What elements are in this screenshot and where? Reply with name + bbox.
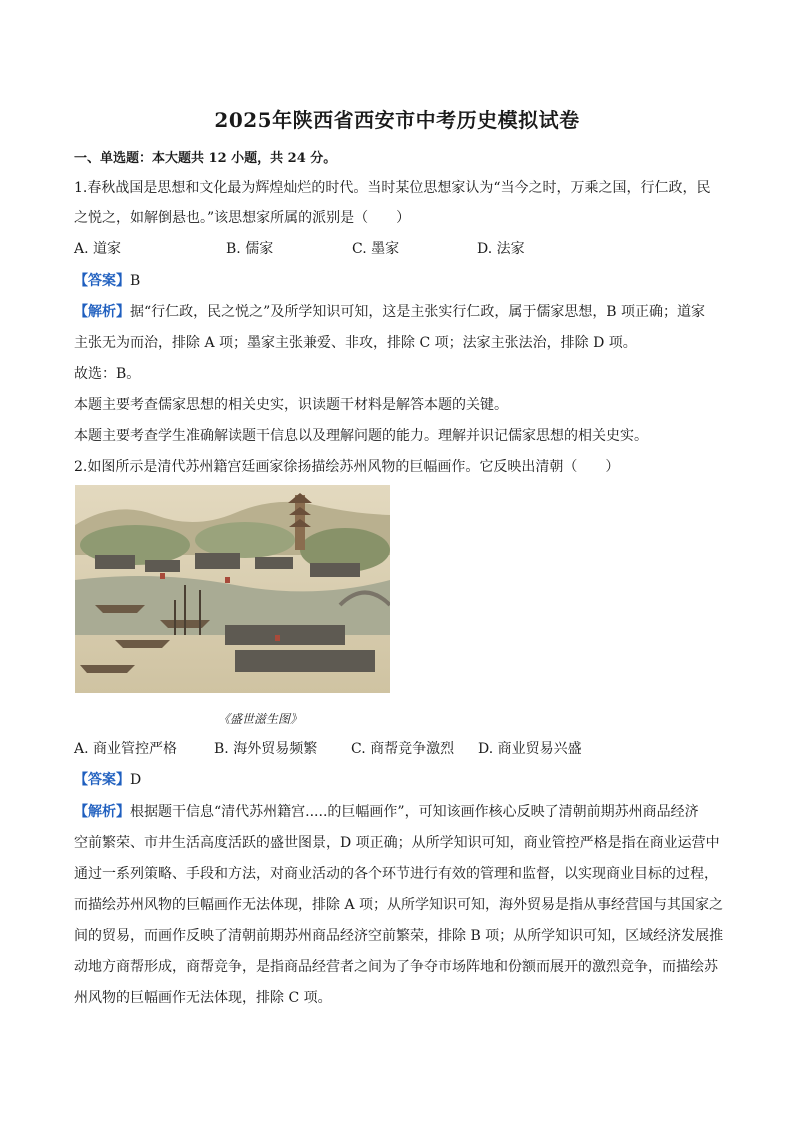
q1-note2: 本题主要考查学生准确解读题干信息以及理解问题的能力。理解并识记儒家思想的相关史实。: [74, 428, 648, 444]
q1-answer-value: B: [130, 273, 141, 289]
q2-stem: 2.如图所示是清代苏州籍宫廷画家徐扬描绘苏州风物的巨幅画作。它反映出清朝（ ）: [74, 459, 620, 475]
q1-options: [74, 238, 574, 258]
answer-tag: 【答案】: [74, 772, 130, 788]
q1-stem-line2: 之悦之，如解倒悬也。”该思想家所属的派别是（ ）: [74, 210, 411, 226]
q1-option-a: A. 道家: [74, 241, 122, 257]
q2-analysis-line3: 通过一系列策略、手段和方法，对商业活动的各个环节进行有效的管理和监督，以实现商业目标的过程，: [74, 866, 718, 882]
q1-option-d: D. 法家: [477, 241, 525, 257]
q1-analysis-text1: 据“行仁政，民之悦之”及所学知识可知，这是主张实行仁政，属于儒家思想，B 项正确；道家: [130, 304, 706, 320]
q2-answer-value: D: [130, 772, 142, 788]
q2-options: [74, 738, 594, 758]
q2-option-b: B. 海外贸易频繁: [214, 741, 318, 757]
q1-answer: [74, 270, 140, 290]
q2-analysis-line4: 而描绘苏州风物的巨幅画作无法体现，排除 A 项；从所学知识可知，海外贸易是指从事经营国与其国家之: [74, 897, 724, 913]
page-title: 2025年陕西省西安市中考历史模拟试卷: [214, 108, 580, 132]
q1-option-b: B. 儒家: [226, 241, 274, 257]
section-heading: 一、单选题：本大题共 12 小题，共 24 分。: [74, 151, 337, 166]
q2-analysis-line6: 动地方商帮形成，商帮竞争，是指商品经营者之间为了争夺市场阵地和份额而展开的激烈竞争，而描绘苏: [74, 959, 718, 975]
q1-note1: 本题主要考查儒家思想的相关史实，识读题干材料是解答本题的关键。: [74, 397, 508, 413]
q2-analysis-line1: [74, 801, 699, 821]
painting-image: [75, 485, 390, 693]
answer-tag: 【答案】: [74, 273, 130, 289]
painting-caption: 《盛世滋生图》: [218, 712, 303, 726]
q2-option-a: A. 商业管控严格: [74, 741, 178, 757]
q2-analysis-text1: 根据题干信息“清代苏州籍宫.....的巨幅画作”，可知该画作核心反映了清朝前期苏州商品经济: [130, 804, 699, 820]
q2-analysis-line7: 州风物的巨幅画作无法体现，排除 C 项。: [74, 990, 332, 1006]
q2-answer: [74, 769, 141, 789]
q2-option-d: D. 商业贸易兴盛: [478, 741, 582, 757]
q1-option-c: C. 墨家: [352, 241, 400, 257]
analysis-tag: 【解析】: [74, 804, 130, 820]
q1-analysis-line1: [74, 301, 705, 321]
q2-option-c: C. 商帮竞争激烈: [351, 741, 455, 757]
painting-illustration: [75, 485, 390, 693]
q2-analysis-line2: 空前繁荣、市井生活高度活跃的盛世图景，D 项正确；从所学知识可知，商业管控严格是指在商业运营中: [74, 835, 720, 851]
q2-analysis-line5: 间的贸易，而画作反映了清朝前期苏州商品经济空前繁荣，排除 B 项；从所学知识可知，区域经济发展推: [74, 928, 724, 944]
q1-choice: 故选：B。: [74, 366, 141, 382]
q1-analysis-line2: 主张无为而治，排除 A 项；墨家主张兼爱、非攻，排除 C 项；法家主张法治，排除 D 项。: [74, 335, 637, 351]
q1-stem-line1: 1.春秋战国是思想和文化最为辉煌灿烂的时代。当时某位思想家认为“当今之时，万乘之国，行仁政，民: [74, 180, 711, 196]
analysis-tag: 【解析】: [74, 304, 130, 320]
